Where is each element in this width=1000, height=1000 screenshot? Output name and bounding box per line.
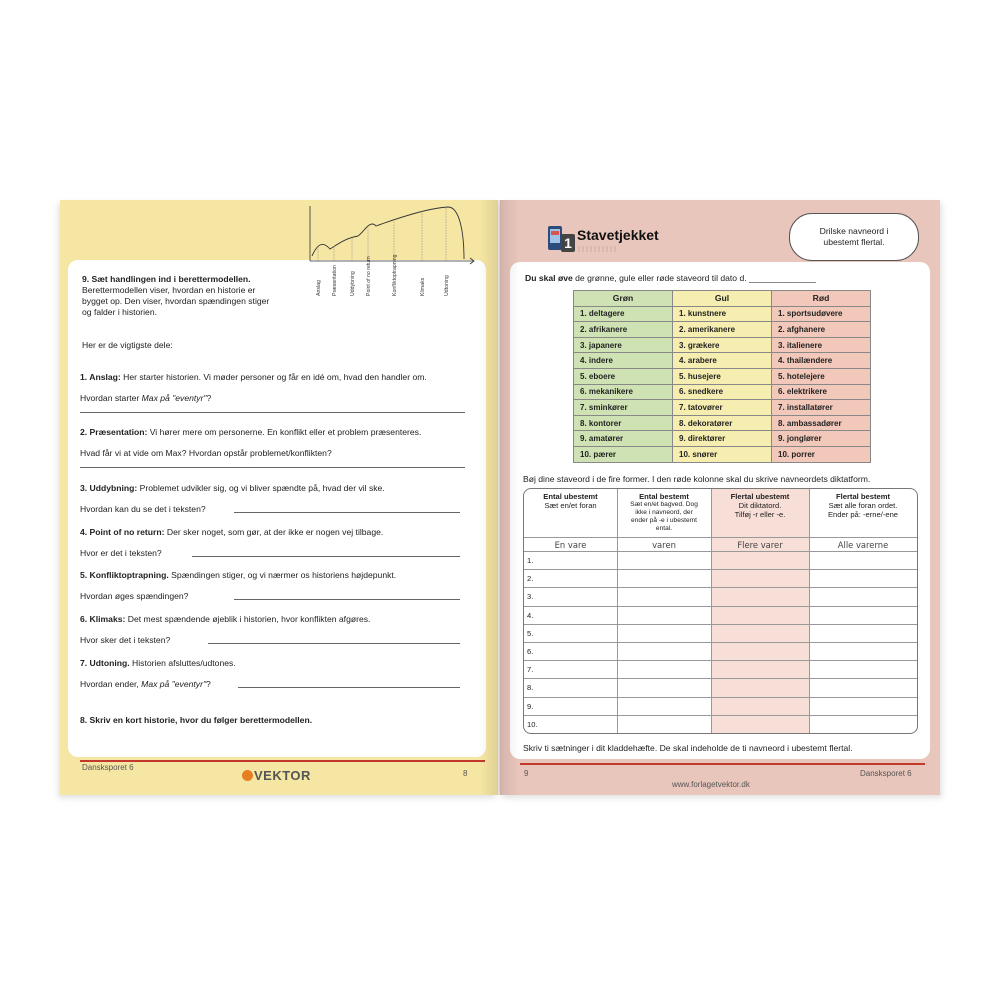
row-number: 6. (527, 647, 534, 656)
topic-badge: Drilske navneord i ubestemt flertal. (789, 213, 919, 261)
model-item-question: Hvordan øges spændingen? (80, 591, 189, 601)
row-number: 9. (527, 701, 534, 711)
footer-left-title: Dansksporet 6 (82, 763, 134, 772)
model-item-description: 2. Præsentation: Vi hører mere om personerne. En konflikt eller et problem præsenteres. (80, 427, 422, 437)
row-number: 2. (527, 574, 534, 584)
word-cell: 3. japanere (574, 337, 673, 353)
word-cell: 1. kunstnere (673, 306, 772, 322)
word-cell: 7. sminkører (574, 400, 673, 416)
table-row (574, 384, 871, 400)
model-item-description: 3. Uddybning: Problemet udvikler sig, og vi bliver spændte på, hvad der vil ske. (80, 483, 385, 493)
page-number-left: 8 (463, 769, 468, 778)
model-item-question: Hvordan starter Max på "eventyr"? (80, 393, 212, 403)
word-cell: 2. afrikanere (574, 322, 673, 338)
form-example: En vare (554, 540, 587, 550)
word-cell: 4. indere (574, 353, 673, 369)
forms-instruction: Bøj dine staveord i de fire former. I den røde kolonne skal du skrive navneordets diktatform. (523, 474, 871, 484)
website-url: www.forlagetvektor.dk (672, 780, 750, 789)
q9-title: 9. Sæt handlingen ind i berettermodellen. (82, 274, 251, 284)
form-row-line (524, 569, 917, 570)
word-cell: 10. snører (673, 446, 772, 462)
page-number-right: 9 (524, 769, 529, 778)
q8-title: 8. Skriv en kort historie, hvor du følger berettermodellen. (80, 715, 313, 725)
answer-line[interactable] (234, 512, 460, 513)
answer-line[interactable] (238, 687, 460, 688)
model-item-question: Hvor sker det i teksten? (80, 635, 171, 645)
table-row (574, 400, 871, 416)
word-cell: 5. husejere (673, 368, 772, 384)
word-cell: 7. tatovører (673, 400, 772, 416)
answer-line[interactable] (208, 643, 460, 644)
row-number: 4. (527, 610, 534, 620)
curve-label: Point of no return (366, 256, 372, 296)
word-cell: 9. direktører (673, 431, 772, 447)
model-item-description: 7. Udtoning. Historien afsluttes/udtones. (80, 658, 236, 668)
form-column-header: Flertal bestemt Sæt alle foran ordet. Ender på: -erne/-ene (827, 492, 899, 519)
footer-divider-right (520, 763, 925, 765)
word-cell: 4. thailændere (772, 353, 871, 369)
form-row-line (524, 642, 917, 643)
form-row-line (524, 587, 917, 588)
page-title: Stavetjekket (577, 227, 659, 243)
form-row-line (524, 715, 917, 716)
curve-label: Klimaks (420, 277, 426, 296)
title-stripes (578, 246, 618, 252)
word-cell: 9. amatører (574, 431, 673, 447)
table-row (574, 431, 871, 447)
practice-instruction: Du skal øve de grønne, gule eller røde staveord til dato d. ______________ (525, 273, 816, 283)
word-cell: 5. eboere (574, 368, 673, 384)
curve-label: Præsentation (332, 265, 338, 296)
form-row-line (524, 551, 917, 552)
table-row (574, 446, 871, 462)
curve-label: Udtoning (444, 275, 450, 296)
model-item-question: Hvad får vi at vide om Max? Hvordan opstår problemet/konflikten? (80, 448, 332, 458)
form-column-header: Flertal ubestemt Dit diktatord. Tilføj -r eller -e. (730, 492, 790, 519)
form-example: varen (652, 540, 676, 550)
answer-line[interactable] (234, 599, 460, 600)
table-row (574, 415, 871, 431)
header-yellow: Gul (673, 291, 772, 307)
form-row-line (524, 624, 917, 625)
logo-mark-icon (242, 770, 253, 781)
word-cell: 9. jonglører (772, 431, 871, 447)
word-cell: 6. elektrikere (772, 384, 871, 400)
answer-line[interactable] (192, 556, 460, 557)
word-cell: 2. afghanere (772, 322, 871, 338)
phone-icon (548, 226, 570, 252)
footer-divider-left (80, 760, 485, 762)
row-number: 3. (527, 592, 534, 602)
form-row-line (524, 606, 917, 607)
table-row (574, 353, 871, 369)
form-row-line (524, 697, 917, 698)
word-cell: 7. installatører (772, 400, 871, 416)
word-cell: 8. ambassadører (772, 415, 871, 431)
word-cell: 4. arabere (673, 353, 772, 369)
form-example: Flere varer (737, 540, 783, 550)
model-item-question: Hvordan kan du se det i teksten? (80, 504, 206, 514)
intro-text: Her er de vigtigste dele: (82, 340, 173, 350)
answer-line[interactable] (80, 412, 465, 413)
word-cell: 5. hotelejere (772, 368, 871, 384)
form-column-header: Ental bestemt Sæt en/et bagved. Dog ikke i navneord, der ender på -e i ubestemt ental. (630, 492, 698, 532)
curve-label: Uddybning (350, 271, 356, 296)
left-page (60, 200, 498, 795)
model-item-question: Hvordan ender, Max på "eventyr"? (80, 679, 211, 689)
table-row (574, 306, 871, 322)
curve-label: Konfliktoptrapning (392, 254, 398, 296)
vektor-logo: VEKTOR (242, 768, 311, 783)
word-cell: 6. mekanikere (574, 384, 673, 400)
q9-line-3: og falder i historien. (82, 307, 157, 317)
word-cell: 8. dekoratører (673, 415, 772, 431)
word-cell: 10. porrer (772, 446, 871, 462)
word-cell: 1. sportsudøvere (772, 306, 871, 322)
header-green: Grøn (574, 291, 673, 307)
word-cell: 3. grækere (673, 337, 772, 353)
form-column-header: Ental ubestemt Sæt en/et foran (543, 492, 598, 510)
header-divider (524, 537, 917, 538)
word-cell: 8. kontorer (574, 415, 673, 431)
row-number: 7. (527, 665, 534, 675)
word-forms-table (523, 488, 918, 734)
table-row (574, 322, 871, 338)
form-example: Alle varerne (837, 540, 889, 550)
curve-label: Anslag (316, 280, 322, 296)
word-cell: 10. pærer (574, 446, 673, 462)
model-item-description: 5. Konfliktoptrapning. Spændingen stiger, og vi nærmer os historiens højdepunkt. (80, 570, 397, 580)
row-number: 5. (527, 628, 534, 638)
model-item-description: 6. Klimaks: Det mest spændende øjeblik i historien, hvor konflikten afgøres. (80, 614, 371, 624)
table-row (574, 368, 871, 384)
form-row-line (524, 660, 917, 661)
model-item-question: Hvor er det i teksten? (80, 548, 162, 558)
model-item-description: 1. Anslag: Her starter historien. Vi møder personer og får en idé om, hvad den handler om. (80, 372, 427, 382)
spelling-word-table (573, 290, 871, 463)
footer-right-title: Dansksporet 6 (860, 769, 912, 778)
q9-line-2: bygget op. Den viser, hvordan spændingen stiger (82, 296, 270, 306)
word-cell: 1. deltagere (574, 306, 673, 322)
header-red: Rød (772, 291, 871, 307)
row-number: 1. (527, 556, 534, 565)
word-cell: 2. amerikanere (673, 322, 772, 338)
answer-line[interactable] (80, 467, 465, 468)
row-number: 8. (527, 683, 534, 693)
model-item-description: 4. Point of no return: Der sker noget, som gør, at der ikke er nogen vej tilbage. (80, 527, 384, 537)
row-number: 10. (527, 719, 538, 729)
table-row (574, 337, 871, 353)
form-row-line (524, 678, 917, 679)
exercise-number: 1 (561, 234, 575, 252)
word-cell: 6. snedkere (673, 384, 772, 400)
final-instruction: Skriv ti sætninger i dit kladdehæfte. De skal indeholde de ti navneord i ubestemt flertal. (523, 743, 853, 753)
q9-line-1: Berettermodellen viser, hvordan en historie er (82, 285, 256, 295)
word-cell: 3. italienere (772, 337, 871, 353)
